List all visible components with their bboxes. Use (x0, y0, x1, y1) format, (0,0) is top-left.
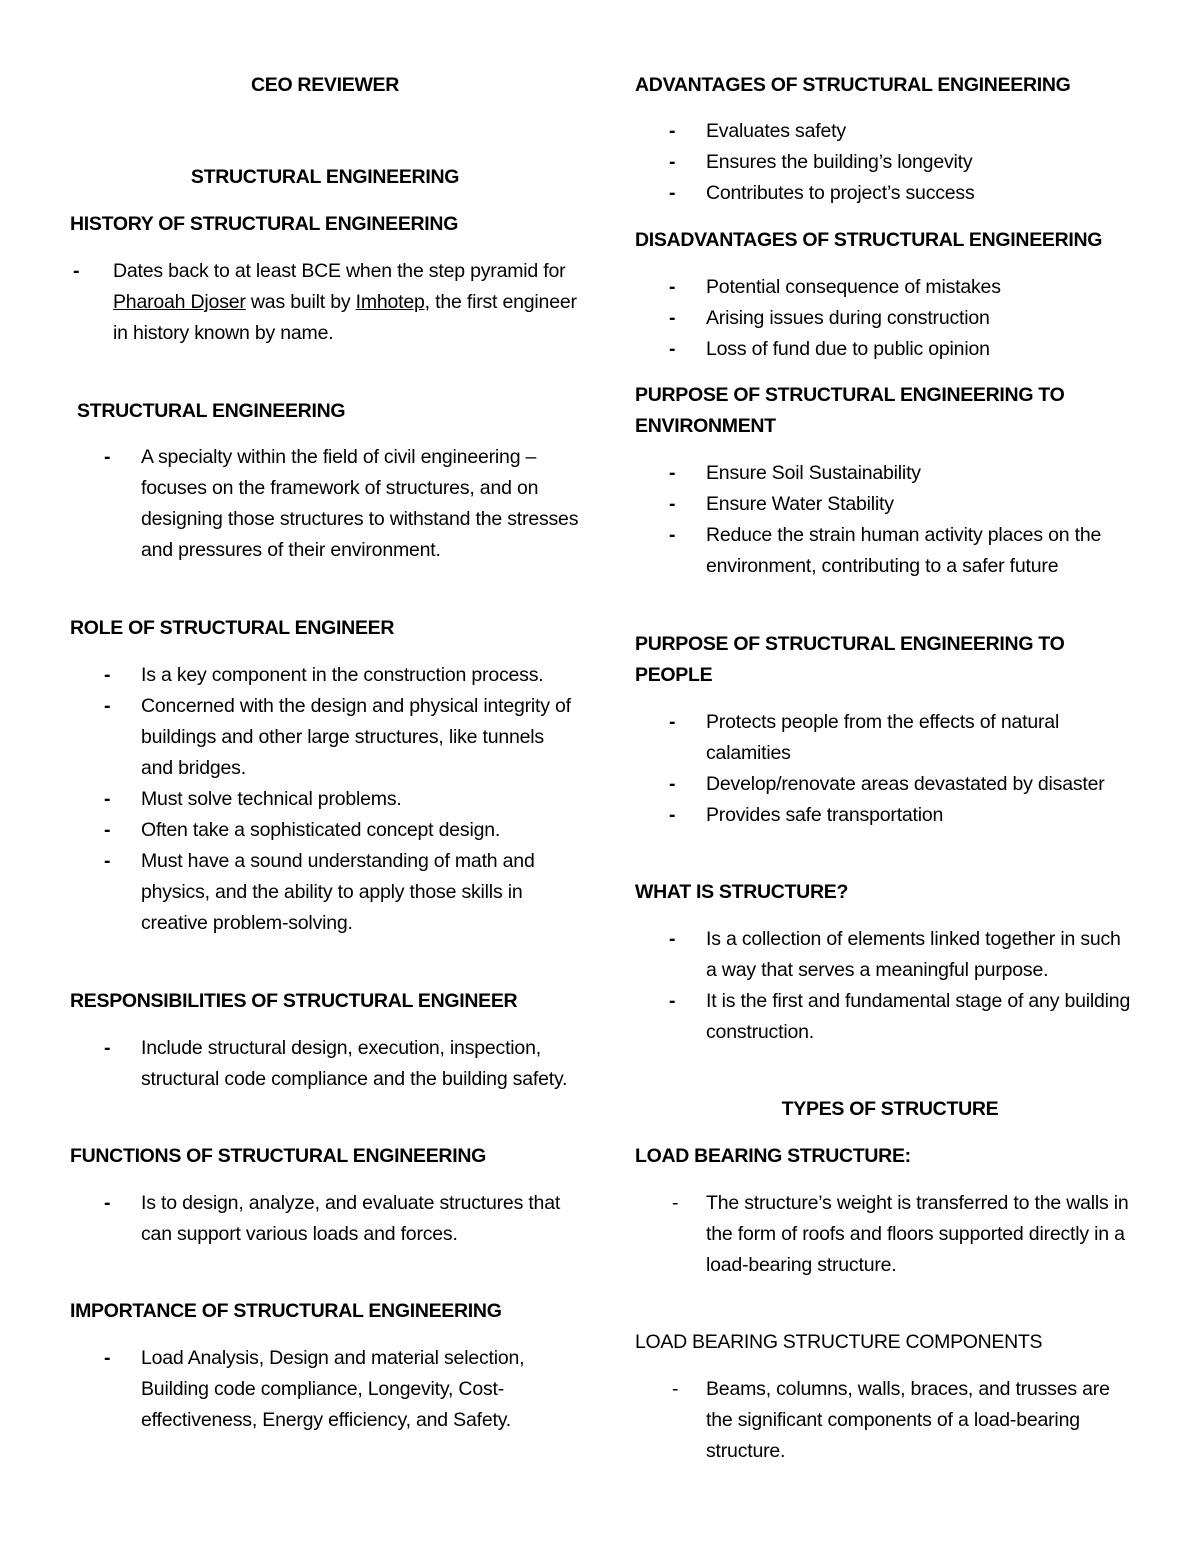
responsibilities-heading: RESPONSIBILITIES OF STRUCTURAL ENGINEER (70, 990, 518, 1012)
list-item: - Provides safe transportation (669, 804, 944, 826)
purpose-environment-list (635, 458, 1135, 582)
list-item: - A specialty within the field of civil engineering – focuses on the framework of structures, and on designing those structures to withstand the stresses and pressures of their environment. (104, 446, 579, 561)
list-item: - Concerned with the design and physical integrity of buildings and other large structures, like tunnels and bridges. (104, 695, 571, 779)
types-of-structure-title: TYPES OF STRUCTURE (781, 1098, 999, 1120)
advantages-heading: ADVANTAGES OF STRUCTURAL ENGINEERING (635, 74, 1071, 96)
list-item: - Is a collection of elements linked together in such a way that serves a meaningful purpose. (669, 928, 1121, 981)
load-bearing-heading: LOAD BEARING STRUCTURE: (635, 1145, 911, 1167)
list-item: - Protects people from the effects of natural calamities (669, 711, 1060, 764)
list-item: - Ensures the building’s longevity (669, 151, 973, 173)
list-item: - It is the first and fundamental stage of any building construction. (669, 990, 1131, 1043)
purpose-people-list (635, 707, 1135, 831)
load-bearing-components-list (635, 1374, 1135, 1467)
importance-heading: IMPORTANCE OF STRUCTURAL ENGINEERING (70, 1300, 502, 1322)
bullet-dash: - (73, 260, 80, 282)
list-item: - Beams, columns, walls, braces, and trusses are the significant components of a load-bearing structure. (672, 1378, 1110, 1462)
structural-heading: STRUCTURAL ENGINEERING (77, 400, 346, 422)
role-list (70, 660, 580, 939)
importance-list (70, 1343, 580, 1436)
list-item: - Must have a sound understanding of math and physics, and the ability to apply those skills in creative problem-solving. (104, 850, 535, 934)
list-item: - The structure’s weight is transferred to the walls in the form of roofs and floors supported directly in a load-bearing structure. (672, 1192, 1129, 1276)
list-item: - Reduce the strain human activity places on the environment, contributing to a safer future (669, 524, 1102, 577)
purpose-people-heading: PURPOSE OF STRUCTURAL ENGINEERING TO PEOPLE (635, 633, 1065, 686)
list-item: - Develop/renovate areas devastated by disaster (669, 773, 1105, 795)
structural-list (70, 442, 580, 566)
load-bearing-list (635, 1188, 1135, 1281)
list-item: - Is to design, analyze, and evaluate structures that can support various loads and forces. (104, 1192, 561, 1245)
list-item: - Must solve technical problems. (104, 788, 402, 810)
purpose-environment-heading: PURPOSE OF STRUCTURAL ENGINEERING TO ENVIRONMENT (635, 384, 1065, 437)
history-list (70, 256, 580, 349)
list-item: - Potential consequence of mistakes (669, 276, 1001, 298)
history-heading: HISTORY OF STRUCTURAL ENGINEERING (70, 213, 459, 235)
list-item: - Load Analysis, Design and material selection, Building code compliance, Longevity, Cost-effectiveness, Energy efficiency, and Safety. (104, 1347, 525, 1431)
disadvantages-list (635, 272, 1135, 365)
list-item: - Is a key component in the construction process. (104, 664, 544, 686)
what-is-structure-list (635, 924, 1135, 1048)
load-bearing-components-heading: LOAD BEARING STRUCTURE COMPONENTS (635, 1331, 1043, 1353)
list-item: - Evaluates safety (669, 120, 846, 142)
disadvantages-heading: DISADVANTAGES OF STRUCTURAL ENGINEERING (635, 229, 1103, 251)
imhotep-name: Imhotep, (355, 291, 430, 313)
functions-list (70, 1188, 580, 1250)
list-item: - Include structural design, execution, inspection, structural code compliance and the building safety. (104, 1037, 568, 1090)
document-title: CEO REVIEWER (250, 74, 400, 96)
list-item: - Arising issues during construction (669, 307, 990, 329)
list-item: - Loss of fund due to public opinion (669, 338, 990, 360)
list-item: - Contributes to project’s success (669, 182, 975, 204)
pharaoh-name: Pharoah Djoser (113, 291, 246, 313)
functions-heading: FUNCTIONS OF STRUCTURAL ENGINEERING (70, 1145, 486, 1167)
list-item: - Dates back to at least BCE when the step pyramid for Pharoah Djoser was built by Imhotep, the first engineer in history known by name. (70, 256, 580, 349)
what-is-structure-heading: WHAT IS STRUCTURE? (635, 881, 849, 903)
responsibilities-list (70, 1033, 580, 1095)
list-item: - Ensure Soil Sustainability (669, 462, 921, 484)
list-item: - Often take a sophisticated concept design. (104, 819, 501, 841)
list-item: - Ensure Water Stability (669, 493, 894, 515)
main-title: STRUCTURAL ENGINEERING (190, 166, 460, 188)
advantages-list (635, 116, 1135, 209)
role-heading: ROLE OF STRUCTURAL ENGINEER (70, 617, 395, 639)
